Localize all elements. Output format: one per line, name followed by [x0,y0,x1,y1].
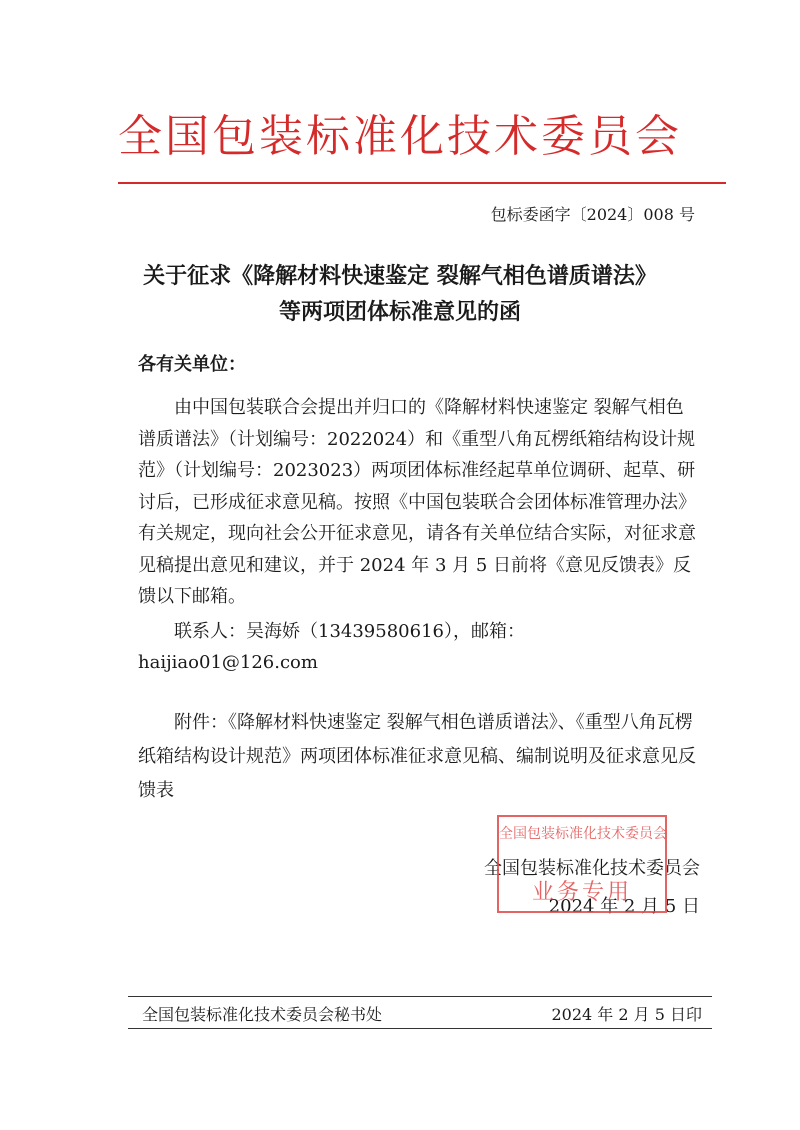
stamp-top-text: 全国包装标准化技术委员会 [499,826,667,842]
signature-date: 2024 年 2 月 5 日 [548,896,700,917]
document-title [90,258,710,330]
footer-top-rule [128,996,712,997]
footer-bottom-rule [128,1028,712,1029]
letter-body [138,392,698,679]
contact-line: 联系人：吴海娇（13439580616），邮箱：haijiao01@126.com [138,620,525,673]
organization-header: 全国包装标准化技术委员会 [118,111,682,162]
salutation: 各有关单位： [138,354,246,375]
title-line-1: 关于征求《降解材料快速鉴定 裂解气相色谱质谱法》 [143,263,657,289]
body-paragraph: 由中国包装联合会提出并归口的《降解材料快速鉴定 裂解气相色谱质谱法》（计划编号：2022024）和《重型八角瓦楞纸箱结构设计规范》（计划编号：2023023）两项团体标准经起草单位调研、起草、研讨后，已形成征求意见稿。按照《中国包装联合会团体标准管理办法》有关规定，现向社会公开征求意见，请各有关单位结合实际，对征求意见稿提出意见和建议，并于 2024 年 3 月 5 日前将《意见反馈表》反馈以下邮箱。 [138,397,696,607]
stamp-bottom-text: 业务专用 [531,880,632,905]
official-seal-stamp [497,815,667,913]
signature-organization: 全国包装标准化技术委员会 [484,858,700,879]
stamp-divider [507,847,657,848]
footer-office: 全国包装标准化技术委员会秘书处 [142,1005,383,1024]
document-number: 包标委函字〔2024〕008 号 [490,205,695,224]
attachment-text: 附件：《降解材料快速鉴定 裂解气相色谱质谱法》、《重型八角瓦楞纸箱结构设计规范》两项团体标准征求意见稿、编制说明及征求意见反馈表 [138,712,696,801]
footer-print-date: 2024 年 2 月 5 日印 [551,1005,702,1024]
title-line-2: 等两项团体标准意见的函 [278,299,521,325]
attachment-note [138,706,698,808]
header-red-rule [118,182,726,184]
